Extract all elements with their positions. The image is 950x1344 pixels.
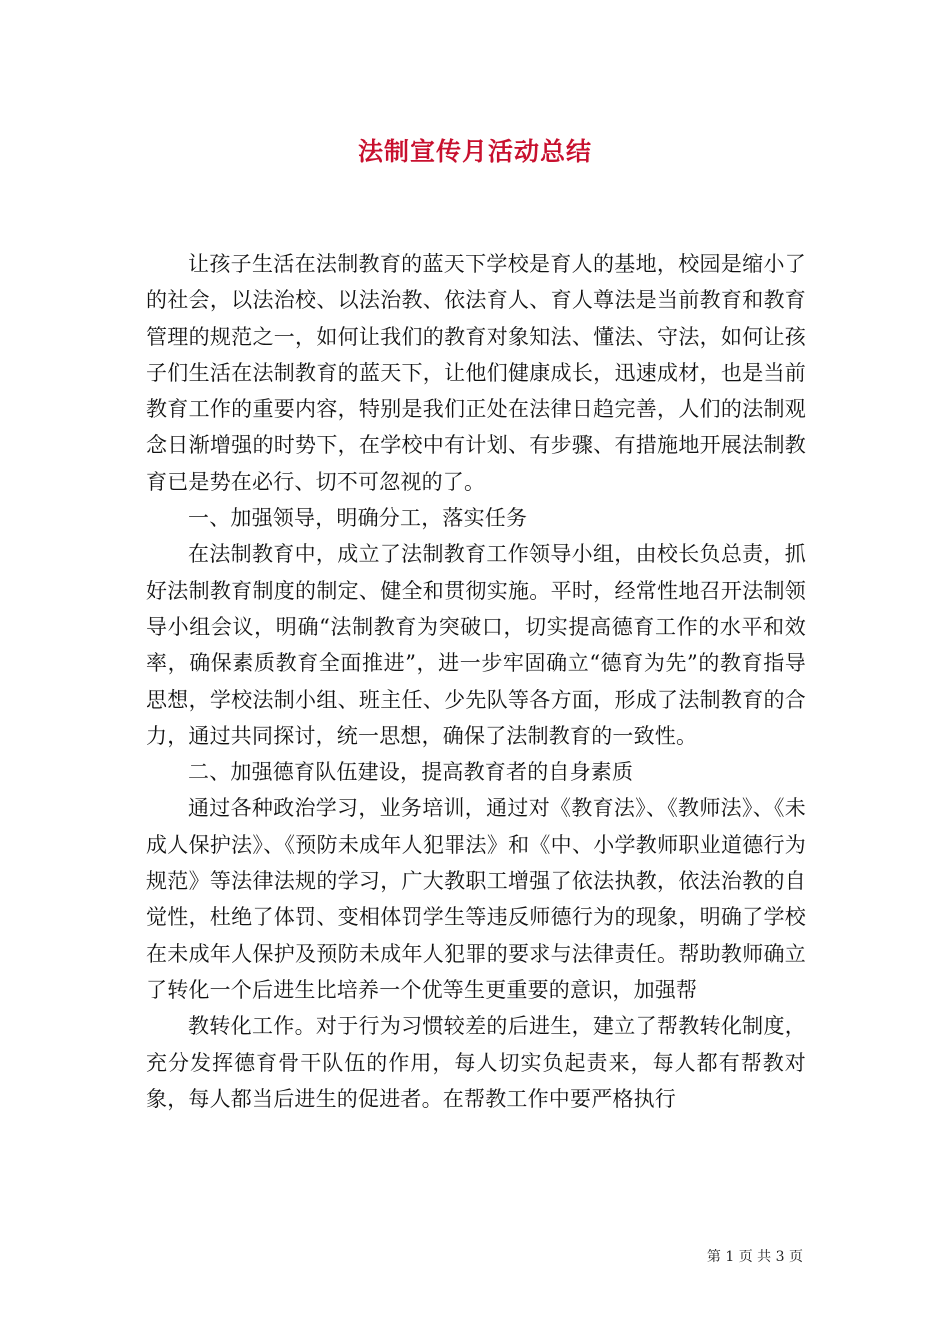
page-number: 第 1 页 共 3 页 <box>706 1249 803 1265</box>
section-heading-2: 二、加强德育队伍建设，提高教育者的自身素质 <box>188 760 634 785</box>
paragraph-team-building: 通过各种政治学习，业务培训，通过对《教育法》、《教师法》、《未成人保护法》、《预防未成年人犯罪法》和《中、小学教师职业道德行为规范》等法律法规的学习，广大教职工增强了依法执教，依法治教的自觉性，杜绝了体罚、变相体罚学生等违反师德行为的现象，明确了学校在未成年人保护及预防未成年人犯罪的要求与法律责任。帮助教师确立了转化一个后进生比培养一个优等生更重要的意识，加强帮 <box>146 796 806 1002</box>
document-title: 法制宣传月活动总结 <box>357 137 592 166</box>
section-heading-1: 一、加强领导，明确分工，落实任务 <box>188 506 528 531</box>
document-body <box>146 246 806 1117</box>
paragraph-mentoring: 教转化工作。对于行为习惯较差的后进生，建立了帮教转化制度，充分发挥德育骨干队伍的作用，每人切实负起责来，每人都有帮教对象，每人都当后进生的促进者。在帮教工作中要严格执行 <box>146 1014 806 1111</box>
paragraph-intro: 让孩子生活在法制教育的蓝天下学校是育人的基地，校园是缩小了的社会，以法治校、以法治教、依法育人、育人尊法是当前教育和教育管理的规范之一，如何让我们的教育对象知法、懂法、守法，如何让孩子们生活在法制教育的蓝天下，让他们健康成长，迅速成材，也是当前教育工作的重要内容，特别是我们正处在法律日趋完善，人们的法制观念日渐增强的时势下，在学校中有计划、有步骤、有措施地开展法制教育已是势在必行、切不可忽视的了。 <box>146 252 806 494</box>
paragraph-leadership: 在法制教育中，成立了法制教育工作领导小组，由校长负总责，抓好法制教育制度的制定、健全和贯彻实施。平时，经常性地召开法制领导小组会议，明确“法制教育为突破口，切实提高德育工作的水平和效率，确保素质教育全面推进”，进一步牢固确立“德育为先”的教育指导思想，学校法制小组、班主任、少先队等各方面，形成了法制教育的合力，通过共同探讨，统一思想，确保了法制教育的一致性。 <box>146 542 806 748</box>
